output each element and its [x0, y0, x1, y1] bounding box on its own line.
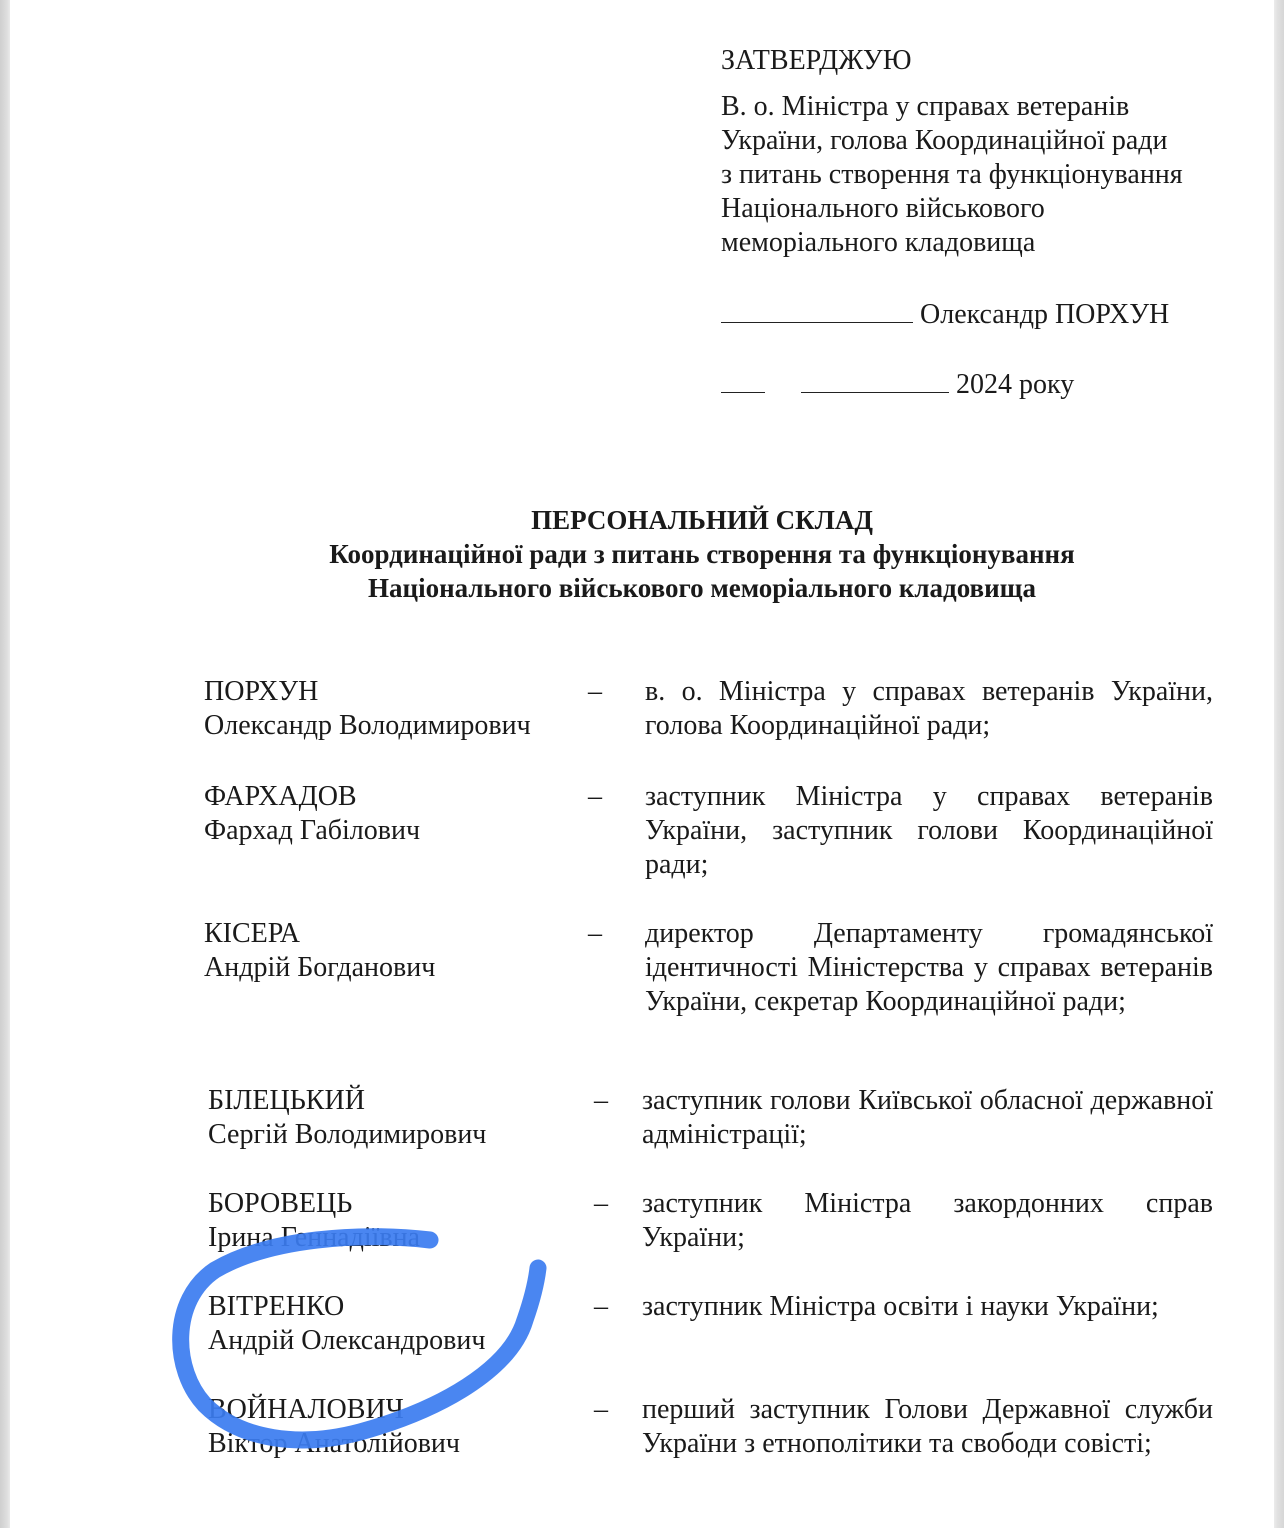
member-dash: – [594, 1085, 608, 1116]
member-name [204, 780, 584, 848]
member-given-name: Андрій Олександрович [208, 1325, 486, 1356]
member-dash: – [594, 1291, 608, 1322]
member-surname: ВОЙНАЛОВИЧ [208, 1394, 404, 1425]
member-surname: ВІТРЕНКО [208, 1291, 345, 1322]
member-name [204, 917, 584, 985]
member-role: перший заступник Голови Державної служби України з етнополітики та свободи совісті; [642, 1394, 1213, 1459]
member-surname: ПОРХУН [204, 676, 319, 707]
member-dash: – [588, 918, 602, 949]
member-name [208, 1393, 588, 1461]
approval-line: меморіального кладовища [721, 227, 1036, 258]
member-surname: БОРОВЕЦЬ [208, 1188, 353, 1219]
member-role: в. о. Міністра у справах ветеранів України, голова Координаційної ради; [645, 676, 1213, 741]
day-blank [721, 366, 765, 393]
member-surname: КІСЕРА [204, 918, 300, 949]
member-name [204, 675, 584, 743]
member-role: заступник Міністра закордонних справ України; [642, 1188, 1213, 1253]
member-given-name: Сергій Володимирович [208, 1119, 487, 1150]
member-given-name: Ірина Геннадіївна [208, 1222, 421, 1253]
date-line [721, 366, 1074, 402]
approval-heading: ЗАТВЕРДЖУЮ [721, 45, 912, 76]
member-role: заступник Міністра освіти і науки України; [642, 1291, 1159, 1322]
signature-blank [721, 296, 913, 323]
member-given-name: Андрій Богданович [204, 952, 436, 983]
member-given-name: Олександр Володимирович [204, 710, 531, 741]
signatory-name: Олександр ПОРХУН [920, 299, 1170, 330]
page-edge-left [0, 0, 10, 1528]
member-dash: – [588, 781, 602, 812]
title-line-3: Національного військового меморіального кладовища [368, 573, 1036, 603]
approval-line: України, голова Координаційної ради [721, 125, 1168, 156]
member-role: заступник Міністра у справах ветеранів України, заступник голови Координаційної ради; [645, 781, 1213, 880]
approval-line: з питань створення та функціонування [721, 159, 1183, 190]
member-dash: – [588, 676, 602, 707]
member-dash: – [594, 1188, 608, 1219]
title-line-1: ПЕРСОНАЛЬНИЙ СКЛАД [531, 505, 873, 535]
approval-line: В. о. Міністра у справах ветеранів [721, 91, 1130, 122]
member-given-name: Фархад Габілович [204, 815, 421, 846]
signature-line [721, 296, 1169, 332]
date-year: 2024 року [956, 369, 1075, 400]
approval-block [721, 44, 1241, 400]
member-surname: БІЛЕЦЬКИЙ [208, 1085, 365, 1116]
member-dash: – [594, 1394, 608, 1425]
member-role: заступник голови Київської обласної державної адміністрації; [642, 1085, 1213, 1150]
member-name [208, 1187, 588, 1255]
approval-line: Національного військового [721, 193, 1045, 224]
member-given-name: Віктор Анатолійович [208, 1428, 460, 1459]
member-role: директор Департаменту громадянської ідентичності Міністерства у справах ветеранів України, секретар Координаційної ради; [645, 918, 1213, 1017]
member-name [208, 1290, 588, 1358]
month-blank [801, 366, 949, 393]
document-title [200, 503, 1204, 605]
title-line-2: Координаційної ради з питань створення та функціонування [329, 539, 1075, 569]
member-surname: ФАРХАДОВ [204, 781, 357, 812]
member-name [208, 1084, 588, 1152]
page-edge-right [1274, 0, 1284, 1528]
